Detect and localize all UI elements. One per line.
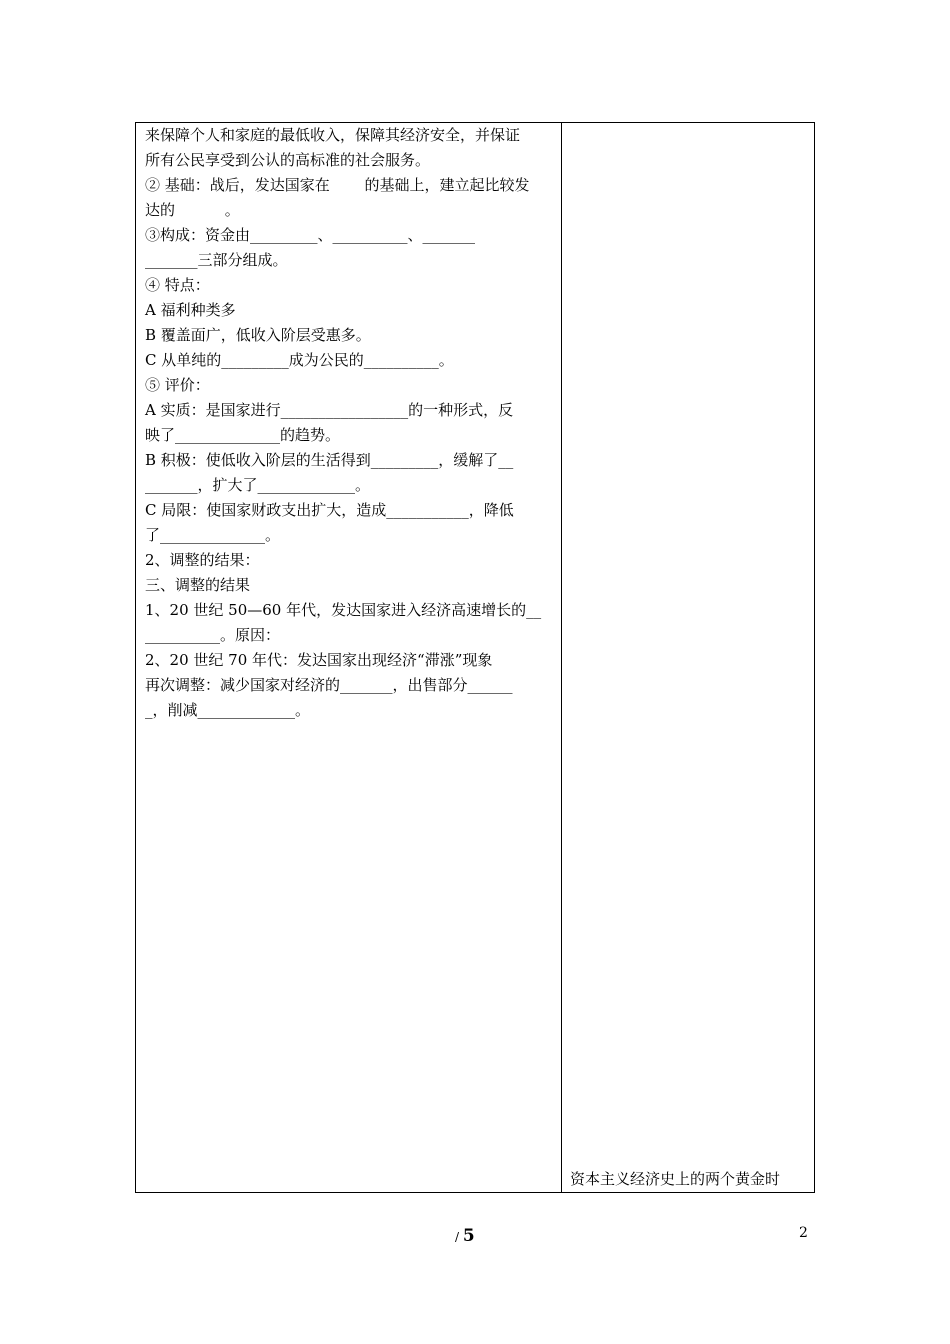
total-pages: 5 bbox=[462, 1226, 475, 1246]
page-number: 2 bbox=[799, 1225, 808, 1241]
left-cell-content bbox=[145, 123, 557, 723]
worksheet-table bbox=[135, 122, 815, 1193]
text-line: 达的 。 bbox=[145, 201, 240, 219]
text-line: ② 基础：战后，发达国家在 的基础上，建立起比较发 bbox=[145, 176, 530, 194]
text-line: 再次调整：减少国家对经济的_______，出售部分______ bbox=[145, 676, 513, 694]
text-line: B 覆盖面广，低收入阶层受惠多。 bbox=[145, 326, 371, 344]
text-line: 2、调整的结果： bbox=[145, 551, 260, 569]
text-line: 三、调整的结果 bbox=[145, 576, 251, 594]
text-line: ④ 特点： bbox=[145, 276, 210, 294]
text-line: B 积极：使低收入阶层的生活得到_________，缓解了__ bbox=[145, 451, 514, 469]
text-line: C 局限：使国家财政支出扩大，造成___________，降低 bbox=[145, 501, 514, 519]
text-line: 2、20 世纪 70 年代：发达国家出现经济“滞涨”现象 bbox=[145, 651, 493, 669]
text-line: A 实质：是国家进行_________________的一种形式，反 bbox=[145, 401, 514, 419]
text-line: 1、20 世纪 50—60 年代，发达国家进入经济高速增长的__ bbox=[145, 601, 542, 619]
text-line: ③构成：资金由_________、__________、_______ bbox=[145, 226, 476, 244]
text-line: A 福利种类多 bbox=[145, 301, 236, 319]
right-cell-note: 资本主义经济史上的两个黄金时 bbox=[570, 1170, 781, 1188]
column-divider bbox=[561, 123, 562, 1192]
text-line: 所有公民享受到公认的高标准的社会服务。 bbox=[145, 151, 431, 169]
text-line: _______三部分组成。 bbox=[145, 251, 288, 269]
page-separator: / bbox=[455, 1230, 463, 1244]
text-line: 来保障个人和家庭的最低收入，保障其经济安全，并保证 bbox=[145, 126, 521, 144]
text-line: C 从单纯的_________成为公民的__________。 bbox=[145, 351, 454, 369]
page-total-indicator bbox=[455, 1225, 475, 1248]
text-line: __________。原因： bbox=[145, 626, 281, 644]
text-line: 了______________。 bbox=[145, 526, 281, 544]
text-line: ⑤ 评价： bbox=[145, 376, 210, 394]
text-line: _，削减_____________。 bbox=[145, 701, 311, 719]
text-line: _______，扩大了_____________。 bbox=[145, 476, 371, 494]
text-line: 映了______________的趋势。 bbox=[145, 426, 341, 444]
